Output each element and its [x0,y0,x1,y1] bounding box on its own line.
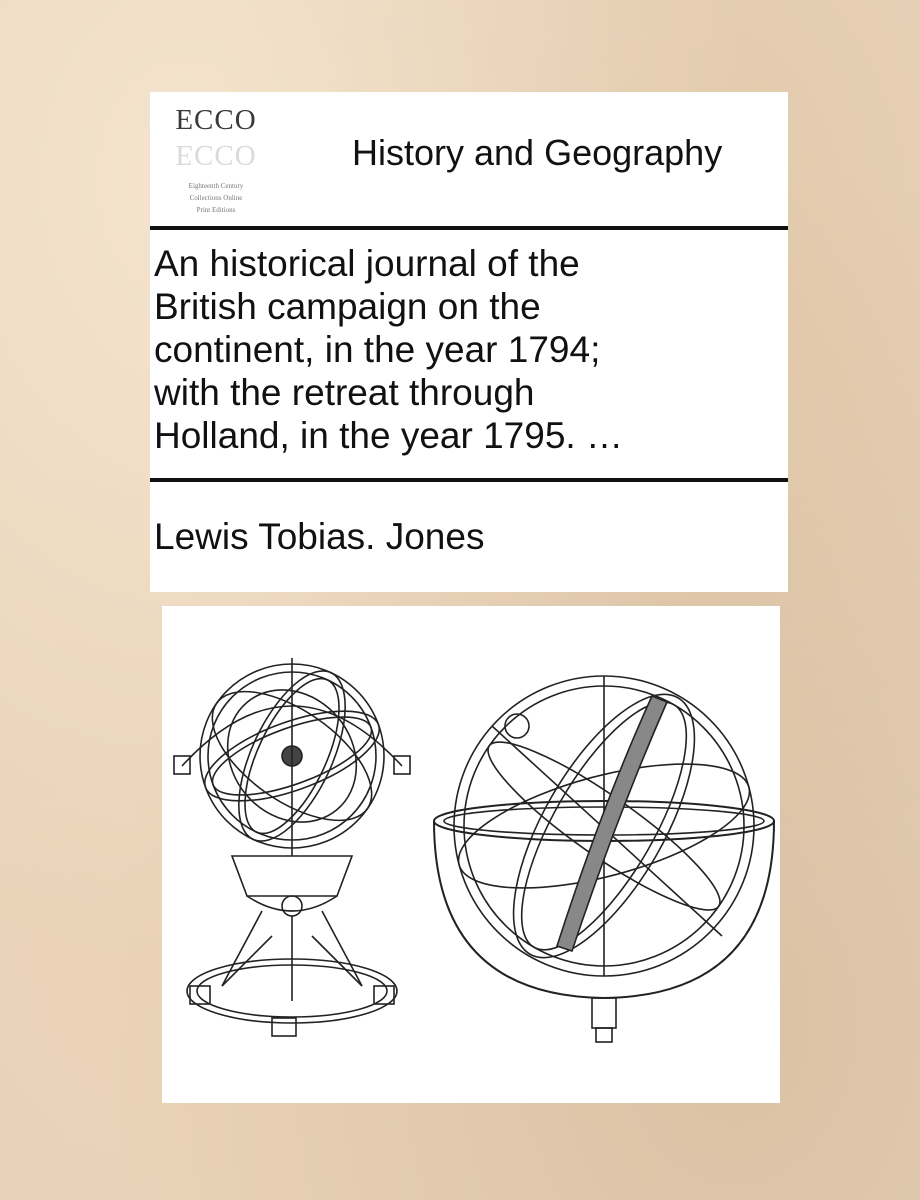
author-name: Lewis Tobias. Jones [154,516,485,557]
armillary-sphere-on-stand-icon [174,656,410,1036]
armillary-sphere-with-hemisphere-icon [434,668,774,1042]
title-line: British campaign on the [154,286,541,327]
logo-line-2: Collections Online [189,194,243,202]
title-line: continent, in the year 1794; [154,329,601,370]
logo-reflection: ECCO [175,139,257,171]
bottom-rule [150,478,788,482]
title-line: with the retreat through [154,372,535,413]
logo-line-3: Print Editions [196,206,236,214]
title-line: Holland, in the year 1795. … [154,415,623,456]
book-title [154,242,784,457]
label-panel [150,92,788,592]
logo-line-1: Eighteenth Century [188,182,244,190]
ecco-logo [164,104,268,222]
title-line: An historical journal of the [154,243,580,284]
series-title: History and Geography [352,132,723,173]
logo-text: ECCO [175,104,257,136]
armillary-illustration [162,606,780,1103]
top-rule [150,226,788,230]
illustration-panel [162,606,780,1103]
